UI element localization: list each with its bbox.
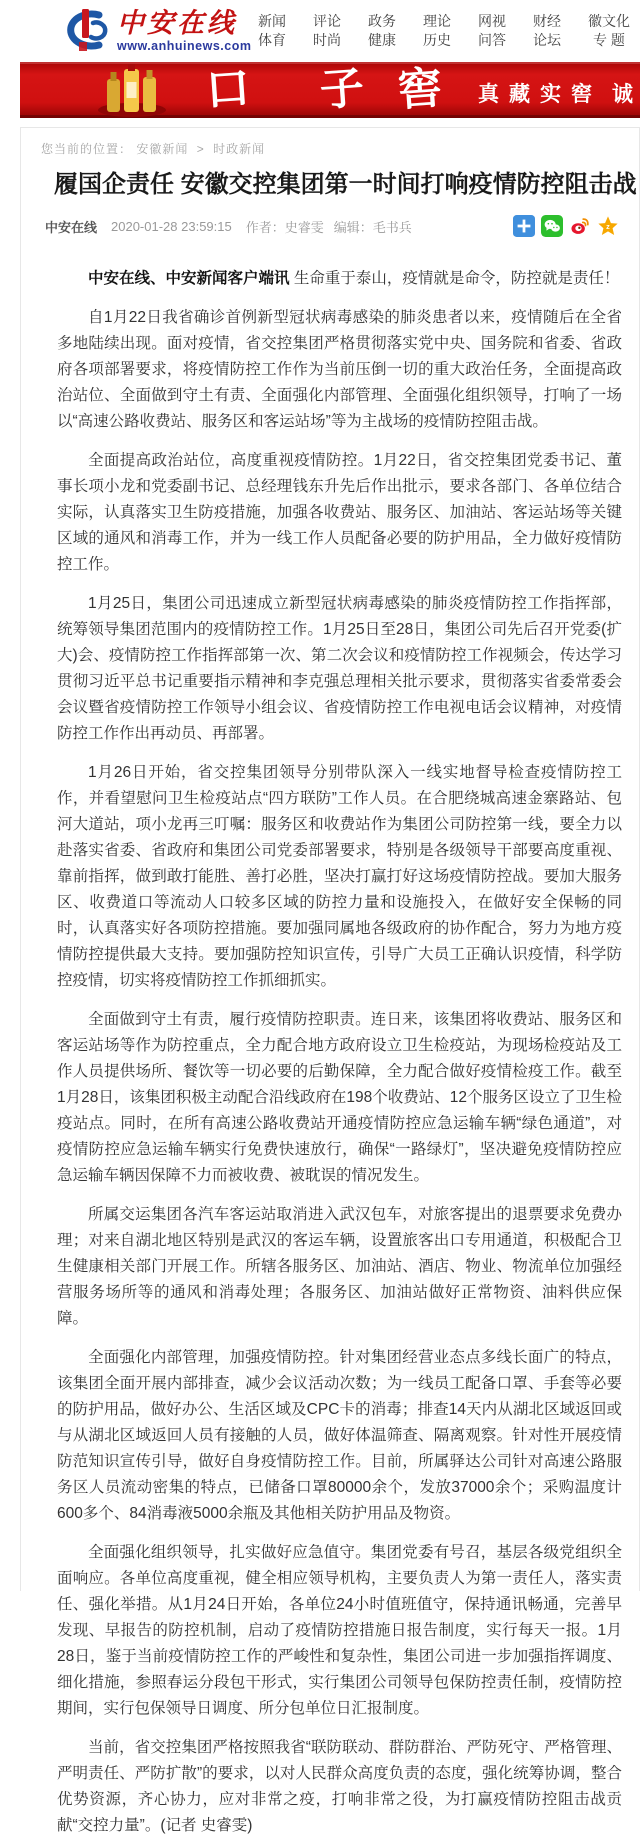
ad-brand-char: 口 <box>204 62 252 117</box>
article-source: 中安在线 <box>45 219 98 235</box>
article-paragraph: 1月26日开始，省交控集团领导分别带队深入一线实地督导检查疫情防控工作，并看望慰问卫生检疫站点“四方联防”工作人员。在合肥绕城高速金寨路站、包河大道站，项小龙再三叮嘱：服务区和收费站作为集团公司防控第一线，要全力以赴落实省委、省政府和集团公司党委部署要求，特别是各级领导干部要高度重视、靠前指挥，做到敢打能胜、善打必胜，坚决打赢打好这场疫情防控战。要加大服务区、收费道口等流动人口较多区域的防控力量和设施投入，在做好安全保畅的同时，认真落实好各项防控措施。要加强同属地各级政府的协作配合，努力为地方疫情防控提供最大支持。要加强防控知识宣传，引导广大员工正确认识疫情，科学防控疫情，切实将疫情防控工作抓细抓实。 <box>57 764 622 989</box>
logo-swirl-icon <box>55 4 113 59</box>
kouzi-liquor-ad-banner[interactable] <box>20 62 640 118</box>
share-bar <box>513 215 621 237</box>
article-lead-paragraph <box>57 266 622 292</box>
nav-link-special[interactable]: 专 题 <box>593 32 625 48</box>
article-datetime: 2020-01-28 23:59:15 <box>111 218 232 234</box>
nav-link-video[interactable]: 网视 <box>478 13 506 29</box>
nav-link-finance[interactable]: 财经 <box>533 13 561 29</box>
nav-col-gov <box>368 12 396 50</box>
site-logo[interactable] <box>55 4 251 59</box>
nav-col-culture <box>588 12 630 50</box>
nav-col-comment <box>313 12 341 50</box>
nav-link-fashion[interactable]: 时尚 <box>313 32 341 48</box>
article-paragraph: 全面做到守土有责，履行疫情防控职责。连日来，该集团将收费站、服务区和客运站场等作为防控重点，全力配合地方政府设立卫生检疫站，为现场检疫站及工作人员提供场所、餐饮等一切必要的后勤保障，全力配合做好疫情检疫工作。截至1月28日，该集团积极主动配合沿线政府在198个收费站、12个服务区设立了卫生检疫站点。同时，在所有高速公路收费站开通疫情防控应急运输车辆“绿色通道”，对疫情防控应急运输车辆实行免费快速放行，确保“一路绿灯”，坚决避免疫情防控应急运输车辆因保障不力而被收费、被耽误的情况发生。 <box>57 1011 622 1184</box>
nav-link-comment[interactable]: 评论 <box>313 13 341 29</box>
article-paragraph: 全面提高政治站位，高度重视疫情防控。1月22日，省交控集团党委书记、董事长项小龙和党委副书记、总经理钱东升先后作出批示，要求各部门、各单位结合实际，认真落实卫生防疫措施，加强各收费站、服务区、加油站、客运站场等关键区域的通风和消毒工作，并为一线工作人员配备必要的防护用品，全力做好疫情防控工作。 <box>57 452 622 573</box>
ad-brand-char: 子 <box>318 62 366 117</box>
ad-brand-char: 窖 <box>396 62 444 117</box>
nav-link-culture[interactable]: 徽文化 <box>588 13 630 29</box>
article-editor: 编辑：毛书兵 <box>333 219 412 235</box>
top-nav <box>258 12 640 50</box>
share-plus-icon[interactable] <box>513 215 535 237</box>
qzone-icon[interactable] <box>597 215 619 237</box>
breadcrumb-link-politics-news[interactable]: 时政新闻 <box>213 142 266 156</box>
svg-text:z: z <box>606 222 610 232</box>
article-paragraph: 1月25日，集团公司迅速成立新型冠状病毒感染的肺炎疫情防控工作指挥部，统筹领导集团范围内的疫情防控工作。1月25日至28日，集团公司先后召开党委(扩大)会、疫情防控工作指挥部第一次、第二次会议和疫情防控工作视频会，传达学习贯彻习近平总书记重要指示精神和李克强总理相关批示要求，贯彻落实省委常委会会议暨省疫情防控工作领导小组会议、省疫情防控工作电视电话会议精神，对疫情防控工作作出再动员、再部署。 <box>57 595 622 742</box>
article-container <box>20 127 640 1834</box>
liquor-bottles-image <box>92 64 170 118</box>
breadcrumb <box>41 140 621 155</box>
nav-link-health[interactable]: 健康 <box>368 32 396 48</box>
article-paragraph: 当前，省交控集团严格按照我省“联防联动、群防群治、严防死守、严格管理、严明责任、严防扩散”的要求，以对人民群众高度负责的态度，强化统筹协调，整合优势资源，齐心协力，应对非常之疫，打响非常之役，为打赢疫情防控阻击战贡献“交控力量”。(记者 史睿雯) <box>57 1739 622 1834</box>
nav-col-finance <box>533 12 561 50</box>
ad-slogan: 真藏实窖 <box>478 83 602 106</box>
nav-col-theory <box>423 12 451 50</box>
breadcrumb-prefix: 您当前的位置： <box>41 142 133 156</box>
nav-link-sports[interactable]: 体育 <box>258 32 286 48</box>
article-body <box>41 266 622 1839</box>
lead-text: 生命重于泰山，疫情就是命令，防控就是责任！ <box>289 270 620 287</box>
nav-col-news <box>258 12 286 50</box>
nav-link-theory[interactable]: 理论 <box>423 13 451 29</box>
nav-col-video <box>478 12 506 50</box>
page-title: 履国企责任 安徽交控集团第一时间打响疫情防控阻击战 <box>54 171 637 198</box>
wechat-icon[interactable] <box>541 215 563 237</box>
nav-link-history[interactable]: 历史 <box>423 32 451 48</box>
nav-link-qa[interactable]: 问答 <box>478 32 506 48</box>
lead-source-bold: 中安在线、中安新闻客户端讯 <box>88 270 290 287</box>
site-header <box>0 0 640 62</box>
article-paragraph: 全面强化内部管理，加强疫情防控。针对集团经营业态点多线长面广的特点，该集团全面开展内部排查，减少会议活动次数；为一线员工配备口罩、手套等必要的防护用品，做好办公、生活区域及CPC卡的消毒；排查14天内从湖北区域返回或与从湖北区域返回人员有接触的人员，做好体温筛查、隔离观察。针对性开展疫情防范知识宣传引导，做好自身疫情防控工作。目前，所属驿达公司针对高速公路服务区人员流动密集的特点，已储备口罩80000余个，发放37000余个；采购温度计600多个、84消毒液5000余瓶及其他相关防护用品及物资。 <box>57 1349 622 1522</box>
nav-link-gov[interactable]: 政务 <box>368 13 396 29</box>
nav-link-news[interactable]: 新闻 <box>258 13 286 29</box>
breadcrumb-separator: > <box>196 142 205 156</box>
breadcrumb-link-anhui-news[interactable]: 安徽新闻 <box>136 142 189 156</box>
article-author: 作者：史睿雯 <box>245 219 324 235</box>
site-name: 中安在线 <box>117 7 237 39</box>
article-paragraph: 所属交运集团各汽车客运站取消进入武汉包车，对旅客提出的退票要求免费办理；对来自湖北地区特别是武汉的客运车辆，设置旅客出口专用通道，积极配合卫生健康相关部门开展工作。所辖各服务区、加油站、酒店、物业、物流单位加强经营服务场所等的通风和消毒处理；各服务区、加油站做好正常物资、油料供应保障。 <box>57 1206 622 1327</box>
article-paragraph: 全面强化组织领导，扎实做好应急值守。集团党委有号召，基层各级党组织全面响应。各单位高度重视，健全相应领导机构，主要负责人为第一责任人，落实责任、强化举措。从1月24日开始，各单位24小时值班值守，保持通讯畅通，完善早发现、早报告的防控机制，启动了疫情防控措施日报告制度，实行每天一报。1月28日，鉴于当前疫情防控工作的严峻性和复杂性，集团公司进一步加强指挥调度、细化措施，参照春运分段包干形式，实行集团公司领导包保防控责任制，疫情防控期间，实行包保领导日调度、所分包单位日汇报制度。 <box>57 1544 622 1717</box>
article-meta <box>45 214 621 238</box>
nav-link-forum[interactable]: 论坛 <box>533 32 561 48</box>
site-url: www.anhuinews.com <box>117 38 252 53</box>
weibo-icon[interactable] <box>569 215 591 237</box>
ad-slogan-tail: 诚 <box>612 83 633 106</box>
article-paragraph: 自1月22日我省确诊首例新型冠状病毒感染的肺炎患者以来，疫情随后在全省多地陆续出现。面对疫情，省交控集团严格贯彻落实党中央、国务院和省委、省政府各项部署要求，将疫情防控工作作为当前压倒一切的重大政治任务，全面提高政治站位、全面做到守土有责、全面强化内部管理、全面强化组织领导，打响了一场以“高速公路收费站、服务区和客运站场”等为主战场的疫情防控阻击战。 <box>57 309 622 430</box>
